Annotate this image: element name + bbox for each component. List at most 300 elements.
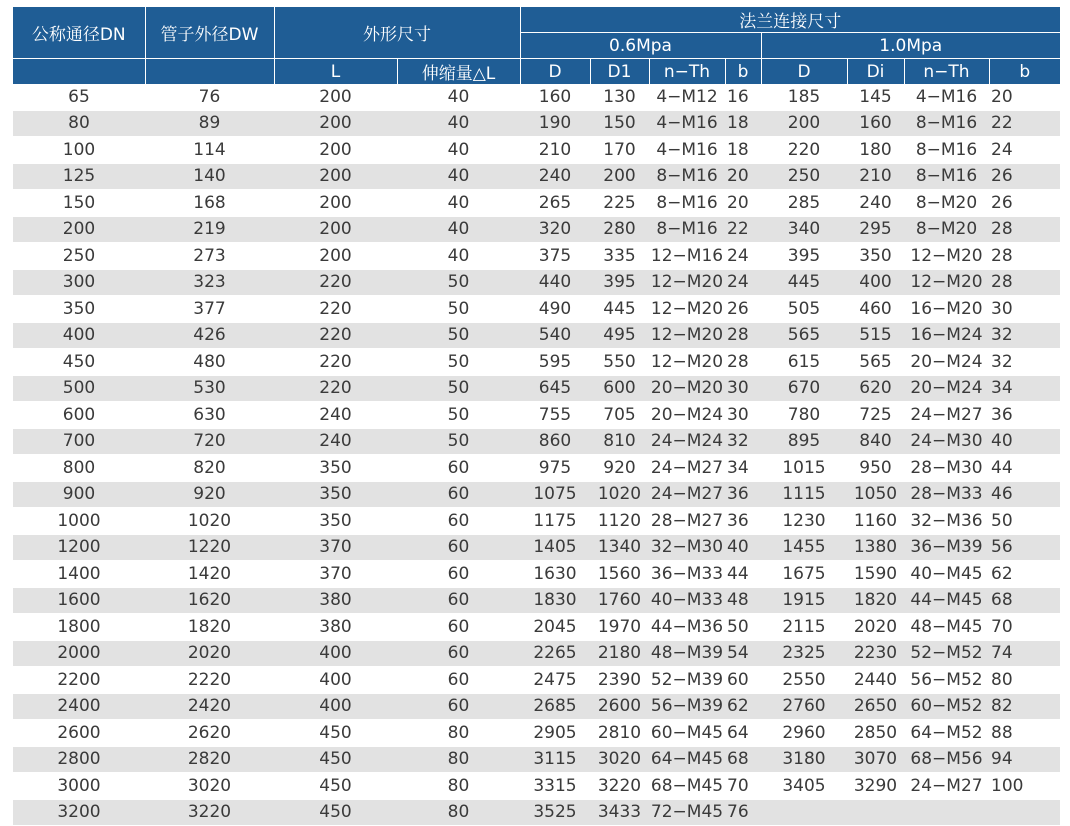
cell-d-0-6: 210	[520, 137, 590, 164]
cell-dn: 3000	[13, 773, 145, 800]
header-blank-dw	[145, 59, 274, 85]
cell-dw: 323	[145, 269, 274, 296]
cell-expansion: 60	[397, 455, 520, 482]
cell-nth-0-6: 4−M12	[649, 84, 725, 110]
cell-dw: 2620	[145, 720, 274, 747]
cell-nth-1-0: 20−M24	[904, 375, 989, 402]
cell-d1-0-6: 550	[590, 349, 649, 376]
cell-dw: 480	[145, 349, 274, 376]
cell-d1-0-6: 170	[590, 137, 649, 164]
cell-d-1-0: 780	[761, 402, 847, 429]
cell-b-1-0: 94	[989, 746, 1060, 773]
cell-dn: 2600	[13, 720, 145, 747]
cell-d-1-0: 185	[761, 84, 847, 110]
cell-dw: 2420	[145, 693, 274, 720]
cell-d1-0-6: 225	[590, 190, 649, 217]
cell-b-1-0: 80	[989, 667, 1060, 694]
cell-di-1-0: 1380	[847, 534, 904, 561]
cell-length: 200	[274, 163, 397, 190]
cell-length: 380	[274, 614, 397, 641]
cell-nth-0-6: 20−M20	[649, 375, 725, 402]
cell-d1-0-6: 1120	[590, 508, 649, 535]
cell-expansion: 60	[397, 481, 520, 508]
cell-di-1-0: 725	[847, 402, 904, 429]
cell-dn: 800	[13, 455, 145, 482]
cell-b-0-6: 34	[725, 455, 761, 482]
cell-b-1-0: 70	[989, 614, 1060, 641]
cell-dn: 150	[13, 190, 145, 217]
cell-d-1-0: 615	[761, 349, 847, 376]
cell-nth-1-0: 24−M27	[904, 773, 989, 800]
cell-nth-1-0: 44−M45	[904, 587, 989, 614]
cell-expansion: 80	[397, 773, 520, 800]
cell-b-0-6: 44	[725, 561, 761, 588]
cell-dw: 1020	[145, 508, 274, 535]
cell-expansion: 50	[397, 375, 520, 402]
cell-b-0-6: 20	[725, 190, 761, 217]
cell-b-0-6: 18	[725, 137, 761, 164]
header-expansion: 伸缩量△L	[397, 59, 520, 85]
cell-length: 220	[274, 296, 397, 323]
cell-dn: 2000	[13, 640, 145, 667]
cell-dn: 100	[13, 137, 145, 164]
cell-dn: 1400	[13, 561, 145, 588]
cell-di-1-0: 400	[847, 269, 904, 296]
cell-expansion: 80	[397, 799, 520, 826]
cell-nth-1-0: 36−M39	[904, 534, 989, 561]
cell-expansion: 60	[397, 561, 520, 588]
cell-length: 200	[274, 137, 397, 164]
cell-dn: 1000	[13, 508, 145, 535]
cell-nth-0-6: 8−M16	[649, 163, 725, 190]
table-row	[13, 481, 1060, 508]
cell-d-1-0: 1230	[761, 508, 847, 535]
cell-nth-0-6: 12−M16	[649, 243, 725, 270]
cell-dn: 400	[13, 322, 145, 349]
table-row	[13, 561, 1060, 588]
cell-di-1-0: 145	[847, 84, 904, 110]
table-body	[13, 84, 1060, 826]
table-row	[13, 773, 1060, 800]
cell-expansion: 40	[397, 216, 520, 243]
header-length: L	[274, 59, 397, 85]
cell-nth-1-0: 8−M16	[904, 137, 989, 164]
cell-d-0-6: 2905	[520, 720, 590, 747]
cell-d1-0-6: 150	[590, 110, 649, 137]
cell-d-1-0: 220	[761, 137, 847, 164]
cell-nth-0-6: 20−M24	[649, 402, 725, 429]
cell-dn: 300	[13, 269, 145, 296]
cell-d1-0-6: 2390	[590, 667, 649, 694]
cell-nth-1-0: 4−M16	[904, 84, 989, 110]
cell-d-0-6: 1830	[520, 587, 590, 614]
cell-nth-0-6: 48−M39	[649, 640, 725, 667]
cell-length: 400	[274, 693, 397, 720]
cell-b-1-0: 62	[989, 561, 1060, 588]
cell-d-1-0: 670	[761, 375, 847, 402]
header-dn: 公称通径DN	[13, 7, 145, 59]
cell-d-0-6: 540	[520, 322, 590, 349]
cell-nth-1-0: 16−M20	[904, 296, 989, 323]
cell-length: 200	[274, 216, 397, 243]
cell-di-1-0: 240	[847, 190, 904, 217]
cell-dn: 2400	[13, 693, 145, 720]
cell-b-1-0: 44	[989, 455, 1060, 482]
cell-length: 200	[274, 190, 397, 217]
cell-d-1-0: 2760	[761, 693, 847, 720]
cell-b-1-0: 26	[989, 190, 1060, 217]
cell-dn: 3200	[13, 799, 145, 826]
cell-length: 450	[274, 799, 397, 826]
cell-nth-0-6: 24−M27	[649, 455, 725, 482]
cell-nth-0-6: 68−M45	[649, 773, 725, 800]
cell-d1-0-6: 1970	[590, 614, 649, 641]
cell-b-1-0: 100	[989, 773, 1060, 800]
header-pressure-1-0: 1.0Mpa	[761, 33, 1060, 59]
cell-b-1-0: 74	[989, 640, 1060, 667]
cell-b-0-6: 16	[725, 84, 761, 110]
cell-di-1-0	[847, 799, 904, 826]
cell-length: 380	[274, 587, 397, 614]
cell-di-1-0: 3290	[847, 773, 904, 800]
table-row	[13, 110, 1060, 137]
table-row	[13, 640, 1060, 667]
cell-di-1-0: 160	[847, 110, 904, 137]
cell-di-1-0: 840	[847, 428, 904, 455]
cell-expansion: 60	[397, 508, 520, 535]
table-row	[13, 667, 1060, 694]
cell-b-0-6: 48	[725, 587, 761, 614]
table-row	[13, 84, 1060, 110]
cell-b-1-0: 46	[989, 481, 1060, 508]
table-row	[13, 720, 1060, 747]
cell-d1-0-6: 130	[590, 84, 649, 110]
cell-b-0-6: 70	[725, 773, 761, 800]
cell-d-0-6: 440	[520, 269, 590, 296]
cell-dw: 89	[145, 110, 274, 137]
cell-length: 220	[274, 269, 397, 296]
cell-length: 220	[274, 322, 397, 349]
cell-b-1-0: 34	[989, 375, 1060, 402]
table-row	[13, 508, 1060, 535]
cell-d1-0-6: 1340	[590, 534, 649, 561]
header-flange-size: 法兰连接尺寸	[520, 7, 1060, 33]
cell-d1-0-6: 3220	[590, 773, 649, 800]
cell-b-0-6: 20	[725, 163, 761, 190]
cell-dn: 65	[13, 84, 145, 110]
cell-nth-0-6: 12−M20	[649, 322, 725, 349]
cell-expansion: 60	[397, 693, 520, 720]
cell-b-1-0: 26	[989, 163, 1060, 190]
cell-di-1-0: 1050	[847, 481, 904, 508]
cell-b-1-0: 88	[989, 720, 1060, 747]
cell-dn: 450	[13, 349, 145, 376]
cell-d-0-6: 160	[520, 84, 590, 110]
table-row	[13, 375, 1060, 402]
table-row	[13, 322, 1060, 349]
cell-dn: 900	[13, 481, 145, 508]
cell-di-1-0: 1820	[847, 587, 904, 614]
cell-d1-0-6: 495	[590, 322, 649, 349]
cell-d-0-6: 265	[520, 190, 590, 217]
cell-di-1-0: 460	[847, 296, 904, 323]
cell-dn: 80	[13, 110, 145, 137]
cell-nth-0-6: 8−M16	[649, 190, 725, 217]
cell-b-1-0: 22	[989, 110, 1060, 137]
cell-dw: 114	[145, 137, 274, 164]
cell-nth-0-6: 36−M33	[649, 561, 725, 588]
cell-b-0-6: 30	[725, 375, 761, 402]
cell-di-1-0: 210	[847, 163, 904, 190]
cell-b-0-6: 28	[725, 349, 761, 376]
cell-d1-0-6: 395	[590, 269, 649, 296]
cell-dw: 3020	[145, 773, 274, 800]
cell-b-1-0: 82	[989, 693, 1060, 720]
cell-b-0-6: 60	[725, 667, 761, 694]
cell-d-0-6: 3115	[520, 746, 590, 773]
cell-dn: 250	[13, 243, 145, 270]
table-row	[13, 216, 1060, 243]
cell-b-1-0	[989, 799, 1060, 826]
cell-b-0-6: 64	[725, 720, 761, 747]
cell-expansion: 50	[397, 349, 520, 376]
cell-d1-0-6: 1560	[590, 561, 649, 588]
table-row	[13, 296, 1060, 323]
cell-b-0-6: 62	[725, 693, 761, 720]
table-header	[13, 7, 1060, 84]
header-outer-size: 外形尺寸	[274, 7, 520, 59]
cell-d-0-6: 645	[520, 375, 590, 402]
cell-dw: 140	[145, 163, 274, 190]
cell-b-1-0: 50	[989, 508, 1060, 535]
cell-d-0-6: 860	[520, 428, 590, 455]
cell-dn: 125	[13, 163, 145, 190]
cell-dw: 1820	[145, 614, 274, 641]
cell-d-1-0: 3180	[761, 746, 847, 773]
cell-nth-1-0: 8−M16	[904, 163, 989, 190]
cell-nth-1-0: 28−M33	[904, 481, 989, 508]
cell-b-0-6: 24	[725, 269, 761, 296]
cell-nth-0-6: 32−M30	[649, 534, 725, 561]
cell-d1-0-6: 200	[590, 163, 649, 190]
cell-di-1-0: 515	[847, 322, 904, 349]
cell-dn: 500	[13, 375, 145, 402]
flange-spec-table	[13, 7, 1060, 826]
cell-expansion: 50	[397, 402, 520, 429]
cell-nth-0-6: 12−M20	[649, 269, 725, 296]
cell-length: 200	[274, 243, 397, 270]
cell-d-0-6: 375	[520, 243, 590, 270]
cell-expansion: 40	[397, 137, 520, 164]
table-row	[13, 614, 1060, 641]
cell-nth-1-0: 68−M56	[904, 746, 989, 773]
cell-dw: 2820	[145, 746, 274, 773]
cell-dw: 2020	[145, 640, 274, 667]
cell-b-1-0: 32	[989, 322, 1060, 349]
cell-dw: 630	[145, 402, 274, 429]
cell-d-1-0: 2115	[761, 614, 847, 641]
header-d-1-0: D	[761, 59, 847, 85]
cell-d-0-6: 3315	[520, 773, 590, 800]
cell-d-0-6: 2475	[520, 667, 590, 694]
cell-expansion: 40	[397, 110, 520, 137]
cell-nth-0-6: 64−M45	[649, 746, 725, 773]
cell-di-1-0: 2650	[847, 693, 904, 720]
table-row	[13, 269, 1060, 296]
cell-d1-0-6: 1760	[590, 587, 649, 614]
cell-expansion: 40	[397, 190, 520, 217]
cell-length: 450	[274, 773, 397, 800]
cell-d-1-0: 2550	[761, 667, 847, 694]
cell-di-1-0: 620	[847, 375, 904, 402]
cell-d1-0-6: 810	[590, 428, 649, 455]
cell-nth-1-0	[904, 799, 989, 826]
header-d-0-6: D	[520, 59, 590, 85]
cell-expansion: 80	[397, 746, 520, 773]
cell-dw: 3220	[145, 799, 274, 826]
cell-expansion: 40	[397, 243, 520, 270]
cell-nth-1-0: 48−M45	[904, 614, 989, 641]
cell-d1-0-6: 445	[590, 296, 649, 323]
cell-d-0-6: 190	[520, 110, 590, 137]
cell-b-0-6: 30	[725, 402, 761, 429]
cell-b-1-0: 40	[989, 428, 1060, 455]
cell-dn: 1800	[13, 614, 145, 641]
cell-d-1-0: 340	[761, 216, 847, 243]
cell-nth-1-0: 32−M36	[904, 508, 989, 535]
cell-b-1-0: 20	[989, 84, 1060, 110]
cell-d-0-6: 490	[520, 296, 590, 323]
cell-dn: 600	[13, 402, 145, 429]
header-b-0-6: b	[725, 59, 761, 85]
cell-length: 350	[274, 508, 397, 535]
cell-nth-0-6: 44−M36	[649, 614, 725, 641]
cell-expansion: 80	[397, 720, 520, 747]
cell-b-1-0: 56	[989, 534, 1060, 561]
cell-b-1-0: 28	[989, 269, 1060, 296]
table-row	[13, 455, 1060, 482]
cell-nth-1-0: 40−M45	[904, 561, 989, 588]
cell-nth-1-0: 24−M27	[904, 402, 989, 429]
cell-b-0-6: 40	[725, 534, 761, 561]
cell-length: 450	[274, 746, 397, 773]
cell-d-0-6: 2685	[520, 693, 590, 720]
cell-length: 240	[274, 428, 397, 455]
cell-di-1-0: 180	[847, 137, 904, 164]
cell-d1-0-6: 280	[590, 216, 649, 243]
cell-b-1-0: 32	[989, 349, 1060, 376]
cell-expansion: 60	[397, 614, 520, 641]
header-b-1-0: b	[989, 59, 1060, 85]
cell-d1-0-6: 2180	[590, 640, 649, 667]
cell-b-0-6: 36	[725, 481, 761, 508]
cell-di-1-0: 1590	[847, 561, 904, 588]
cell-nth-1-0: 8−M16	[904, 110, 989, 137]
cell-nth-1-0: 56−M52	[904, 667, 989, 694]
table-row	[13, 587, 1060, 614]
cell-d-1-0: 895	[761, 428, 847, 455]
cell-d-1-0: 1015	[761, 455, 847, 482]
cell-dw: 377	[145, 296, 274, 323]
cell-dw: 1620	[145, 587, 274, 614]
cell-di-1-0: 3070	[847, 746, 904, 773]
table-row	[13, 137, 1060, 164]
cell-di-1-0: 350	[847, 243, 904, 270]
cell-expansion: 50	[397, 296, 520, 323]
cell-expansion: 50	[397, 269, 520, 296]
cell-d1-0-6: 2810	[590, 720, 649, 747]
cell-d-0-6: 595	[520, 349, 590, 376]
cell-di-1-0: 2440	[847, 667, 904, 694]
cell-d-1-0: 285	[761, 190, 847, 217]
cell-nth-0-6: 12−M20	[649, 296, 725, 323]
cell-dw: 920	[145, 481, 274, 508]
cell-b-0-6: 18	[725, 110, 761, 137]
cell-b-1-0: 28	[989, 243, 1060, 270]
cell-d-1-0: 200	[761, 110, 847, 137]
cell-nth-1-0: 24−M30	[904, 428, 989, 455]
table-row	[13, 693, 1060, 720]
cell-dw: 168	[145, 190, 274, 217]
cell-dw: 720	[145, 428, 274, 455]
cell-d-0-6: 1405	[520, 534, 590, 561]
cell-di-1-0: 565	[847, 349, 904, 376]
cell-d-0-6: 755	[520, 402, 590, 429]
cell-dw: 76	[145, 84, 274, 110]
cell-nth-0-6: 28−M27	[649, 508, 725, 535]
header-d1-0-6: D1	[590, 59, 649, 85]
cell-nth-0-6: 24−M27	[649, 481, 725, 508]
cell-b-0-6: 28	[725, 322, 761, 349]
cell-b-1-0: 28	[989, 216, 1060, 243]
cell-dn: 1200	[13, 534, 145, 561]
cell-nth-1-0: 20−M24	[904, 349, 989, 376]
cell-nth-1-0: 8−M20	[904, 216, 989, 243]
cell-di-1-0: 950	[847, 455, 904, 482]
header-di-1-0: Di	[847, 59, 904, 85]
cell-length: 370	[274, 534, 397, 561]
cell-d-0-6: 240	[520, 163, 590, 190]
cell-nth-1-0: 64−M52	[904, 720, 989, 747]
cell-d-0-6: 3525	[520, 799, 590, 826]
cell-d-1-0: 2325	[761, 640, 847, 667]
cell-dw: 530	[145, 375, 274, 402]
cell-b-0-6: 32	[725, 428, 761, 455]
cell-nth-0-6: 56−M39	[649, 693, 725, 720]
cell-length: 200	[274, 110, 397, 137]
cell-d1-0-6: 600	[590, 375, 649, 402]
cell-nth-0-6: 12−M20	[649, 349, 725, 376]
table-row	[13, 163, 1060, 190]
cell-b-0-6: 26	[725, 296, 761, 323]
cell-length: 200	[274, 84, 397, 110]
cell-b-1-0: 36	[989, 402, 1060, 429]
cell-d-1-0: 1455	[761, 534, 847, 561]
cell-nth-0-6: 72−M45	[649, 799, 725, 826]
header-blank-dn	[13, 59, 145, 85]
cell-length: 220	[274, 349, 397, 376]
cell-nth-0-6: 52−M39	[649, 667, 725, 694]
cell-length: 350	[274, 481, 397, 508]
header-nth-1-0: n−Th	[904, 59, 989, 85]
cell-nth-0-6: 4−M16	[649, 110, 725, 137]
cell-nth-1-0: 60−M52	[904, 693, 989, 720]
cell-dw: 426	[145, 322, 274, 349]
cell-di-1-0: 2850	[847, 720, 904, 747]
cell-length: 350	[274, 455, 397, 482]
cell-d-0-6: 2265	[520, 640, 590, 667]
cell-expansion: 60	[397, 587, 520, 614]
